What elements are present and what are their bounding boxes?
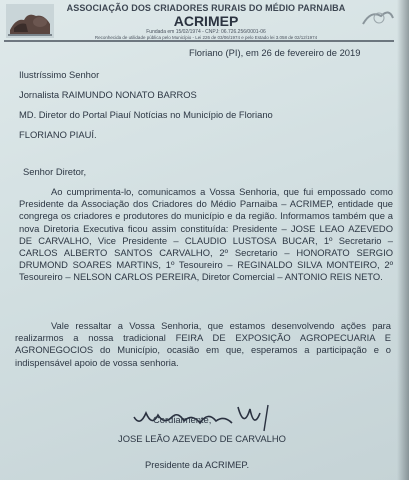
recognized-line: Reconhecida de utilidade pública pelo Município - Lei 226 de 03/06/1974 e pelo Estado lei 3.058 de 02/12/1974 [94,35,318,40]
association-name: ASSOCIAÇÃO DOS CRIADORES RURAIS DO MÉDIO PARNAIBA [66,3,346,13]
signer-name: JOSE LEÃO AZEVEDO DE CARVALHO [118,433,286,444]
corner-seal-icon [359,6,395,28]
association-acronym: ACRIMEP [173,13,239,29]
paragraph-announcement: Ao cumprimenta-lo, comunicamos a Vossa Senhoria, que fui empossado como Presidente da Associação dos Criadores do Médio Parnaiba – ACRIMEP, entidade que congrega os criadores e produtores do município e da região. Informamos também que a nova Diretoria Executiva ficou assim constituída: Presidente – JOSE LEAO AZEVEDO DE CARVALHO, Vice Presidente – CLAUDIO LUSTOSA BUCAR, 1º Secretario – CARLOS ALBERTO SANTOS CARVALHO, 2º Secretario – HONORATO SERGIO DRUMOND SOARES MARTINS, 1º Tesoureiro – REGINALDO SILVA MONTEIRO, 2º Tesoureiro – NELSON CARLOS PEREIRA, Diretor Comercial – ANTONIO REIS NETO. [19,186,393,283]
letterhead [56,3,356,41]
founded-line: Fundada em 15/02/1974 - CNPJ: 06.726.256/0001-06 [146,29,266,35]
association-logo [6,4,54,38]
greeting: Senhor Diretor, [23,166,87,177]
closing: Cordialmente, [153,414,212,425]
letterhead-divider [4,40,394,42]
paragraph-fair: Vale ressaltar a Vossa Senhoria, que estamos desenvolvendo ações para realizarmos a nossa tradicional FEIRA DE EXPOSIÇÃO AGROPECUARIA E AGRONEGOCIOS do Município, ocasião em que, esperamos a participação e o indispensável apoio de vossa senhoria. [15,320,391,368]
recipient-name: Jornalista RAIMUNDO NONATO BARROS [19,89,197,100]
date-line: Floriano (PI), em 26 de fevereiro de 2019 [189,47,361,58]
signer-role: Presidente da ACRIMEP. [145,459,250,470]
recipient-title: MD. Diretor do Portal Piauí Notícias no Município de Floriano [19,109,273,120]
recipient-city: FLORIANO PIAUÍ. [19,129,97,140]
page-edge-shadow [397,0,409,480]
formal-salutation: Ilustríssimo Senhor [19,69,100,80]
